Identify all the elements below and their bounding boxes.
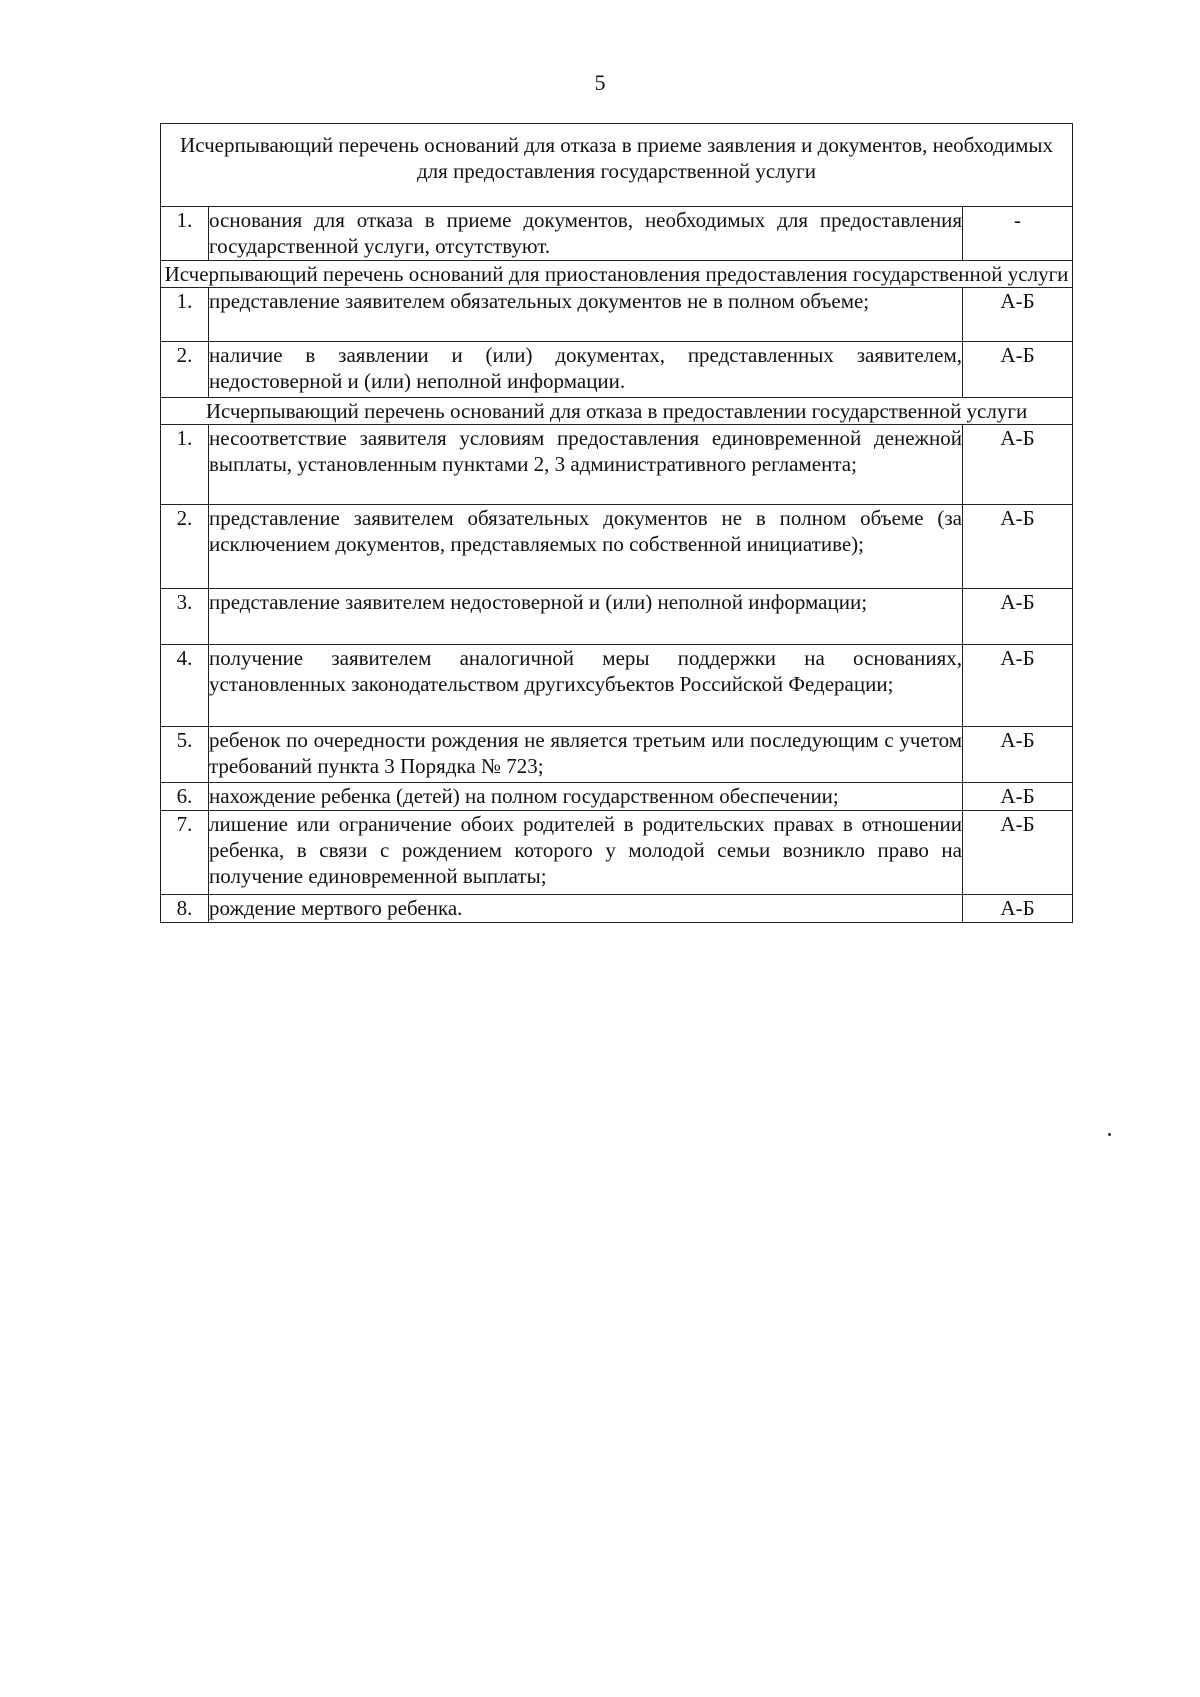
row-number: 1. (161, 425, 209, 505)
row-number: 7. (161, 811, 209, 895)
row-text: представление заявителем обязательных документов не в полном объеме (за исключением документов, представляемых по собственной инициативе); (209, 505, 963, 589)
row-text: представление заявителем недостоверной и (или) неполной информации; (209, 589, 963, 645)
table-row (161, 783, 1073, 811)
scan-speck (1108, 1133, 1111, 1136)
row-number: 5. (161, 727, 209, 783)
section-header-refusal-service (161, 398, 1073, 425)
table-row (161, 895, 1073, 923)
row-number: 2. (161, 505, 209, 589)
table-row (161, 645, 1073, 727)
row-code: А-Б (963, 505, 1073, 589)
table-row (161, 811, 1073, 895)
row-code: - (963, 207, 1073, 261)
table-row (161, 288, 1073, 342)
table-row (161, 342, 1073, 398)
row-number: 6. (161, 783, 209, 811)
table-row (161, 425, 1073, 505)
section-title: Исчерпывающий перечень оснований для отказа в приеме заявления и документов, необходимых для предоставления государственной услуги (161, 124, 1073, 207)
row-text: несоответствие заявителя условиям предоставления единовременной денежной выплаты, установленным пунктами 2, 3 административного регламента; (209, 425, 963, 505)
row-text: ребенок по очередности рождения не является третьим или последующим с учетом требований пункта 3 Порядка № 723; (209, 727, 963, 783)
row-text: основания для отказа в приеме документов, необходимых для предоставления государственной услуги, отсутствуют. (209, 207, 963, 261)
row-code: А-Б (963, 645, 1073, 727)
row-code: А-Б (963, 288, 1073, 342)
row-text: рождение мертвого ребенка. (209, 895, 963, 923)
row-text: получение заявителем аналогичной меры поддержки на основаниях, установленных законодательством другихсубъектов Российской Федерации; (209, 645, 963, 727)
row-number: 2. (161, 342, 209, 398)
row-code: А-Б (963, 589, 1073, 645)
row-text: представление заявителем обязательных документов не в полном объеме; (209, 288, 963, 342)
row-number: 1. (161, 288, 209, 342)
page-number: 5 (594, 70, 606, 95)
table-row (161, 505, 1073, 589)
row-number: 8. (161, 895, 209, 923)
grounds-table (160, 123, 1073, 923)
section-header-refusal-acceptance (161, 124, 1073, 207)
table-row (161, 727, 1073, 783)
row-code: А-Б (963, 895, 1073, 923)
section-title: Исчерпывающий перечень оснований для приостановления предоставления государственной услуги (161, 261, 1073, 288)
section-header-suspension (161, 261, 1073, 288)
row-number: 4. (161, 645, 209, 727)
row-text: лишение или ограничение обоих родителей в родительских правах в отношении ребенка, в связи с рождением которого у молодой семьи возникло право на получение единовременной выплаты; (209, 811, 963, 895)
row-code: А-Б (963, 342, 1073, 398)
row-number: 1. (161, 207, 209, 261)
row-code: А-Б (963, 425, 1073, 505)
row-text: наличие в заявлении и (или) документах, представленных заявителем, недостоверной и (или) неполной информации. (209, 342, 963, 398)
row-code: А-Б (963, 727, 1073, 783)
row-text: нахождение ребенка (детей) на полном государственном обеспечении; (209, 783, 963, 811)
row-code: А-Б (963, 783, 1073, 811)
row-number: 3. (161, 589, 209, 645)
table-row (161, 589, 1073, 645)
table-row (161, 207, 1073, 261)
row-code: А-Б (963, 811, 1073, 895)
section-title: Исчерпывающий перечень оснований для отказа в предоставлении государственной услуги (161, 398, 1073, 425)
